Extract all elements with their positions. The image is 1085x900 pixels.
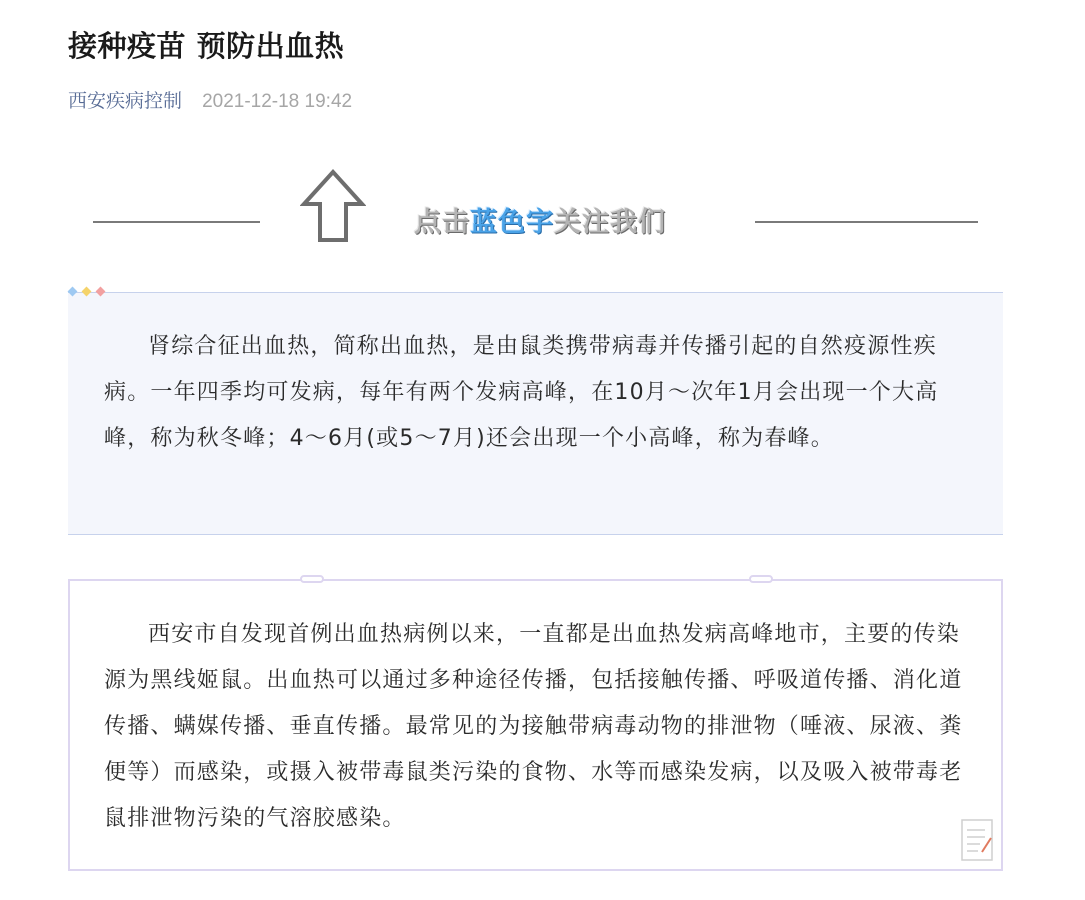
article-meta xyxy=(68,86,352,113)
publish-time: 2021-12-18 19:42 xyxy=(202,91,353,112)
frame-pill-right xyxy=(749,575,773,583)
banner-divider-right xyxy=(755,221,978,223)
follow-banner xyxy=(0,160,1085,260)
intro-paragraph: 肾综合征出血热，简称出血热，是由鼠类携带病毒并传播引起的自然疫源性疾病。一年四季均可发病，每年有两个发病高峰，在10月～次年1月会出现一个大高峰，称为秋冬峰；4～6月(或5～7月)还会出现一个小高峰，称为春峰。 xyxy=(104,334,939,451)
account-name-link[interactable]: 西安疾病控制 xyxy=(68,90,183,112)
follow-prompt[interactable] xyxy=(414,200,666,239)
document-pencil-icon xyxy=(960,818,996,862)
article-title: 接种疫苗 预防出血热 xyxy=(68,29,345,63)
intro-box xyxy=(68,292,1003,535)
transmission-paragraph: 西安市自发现首例出血热病例以来，一直都是出血热发病高峰地市，主要的传染源为黑线姬鼠。出血热可以通过多种途径传播，包括接触传播、呼吸道传播、消化道传播、螨媒传播、垂直传播。最常见的为接触带病毒动物的排泄物（唾液、尿液、粪便等）而感染，或摄入被带毒鼠类污染的食物、水等而感染发病，以及吸入被带毒老鼠排泄物污染的气溶胶感染。 xyxy=(104,622,963,831)
banner-divider-left xyxy=(93,221,260,223)
frame-pill-left xyxy=(300,575,324,583)
follow-text-part2: 关注我们 xyxy=(554,207,666,238)
transmission-box xyxy=(68,579,1003,871)
follow-text-part1: 点击 xyxy=(414,207,470,238)
up-arrow-icon xyxy=(300,168,366,244)
follow-text-highlight: 蓝色字 xyxy=(470,207,554,238)
